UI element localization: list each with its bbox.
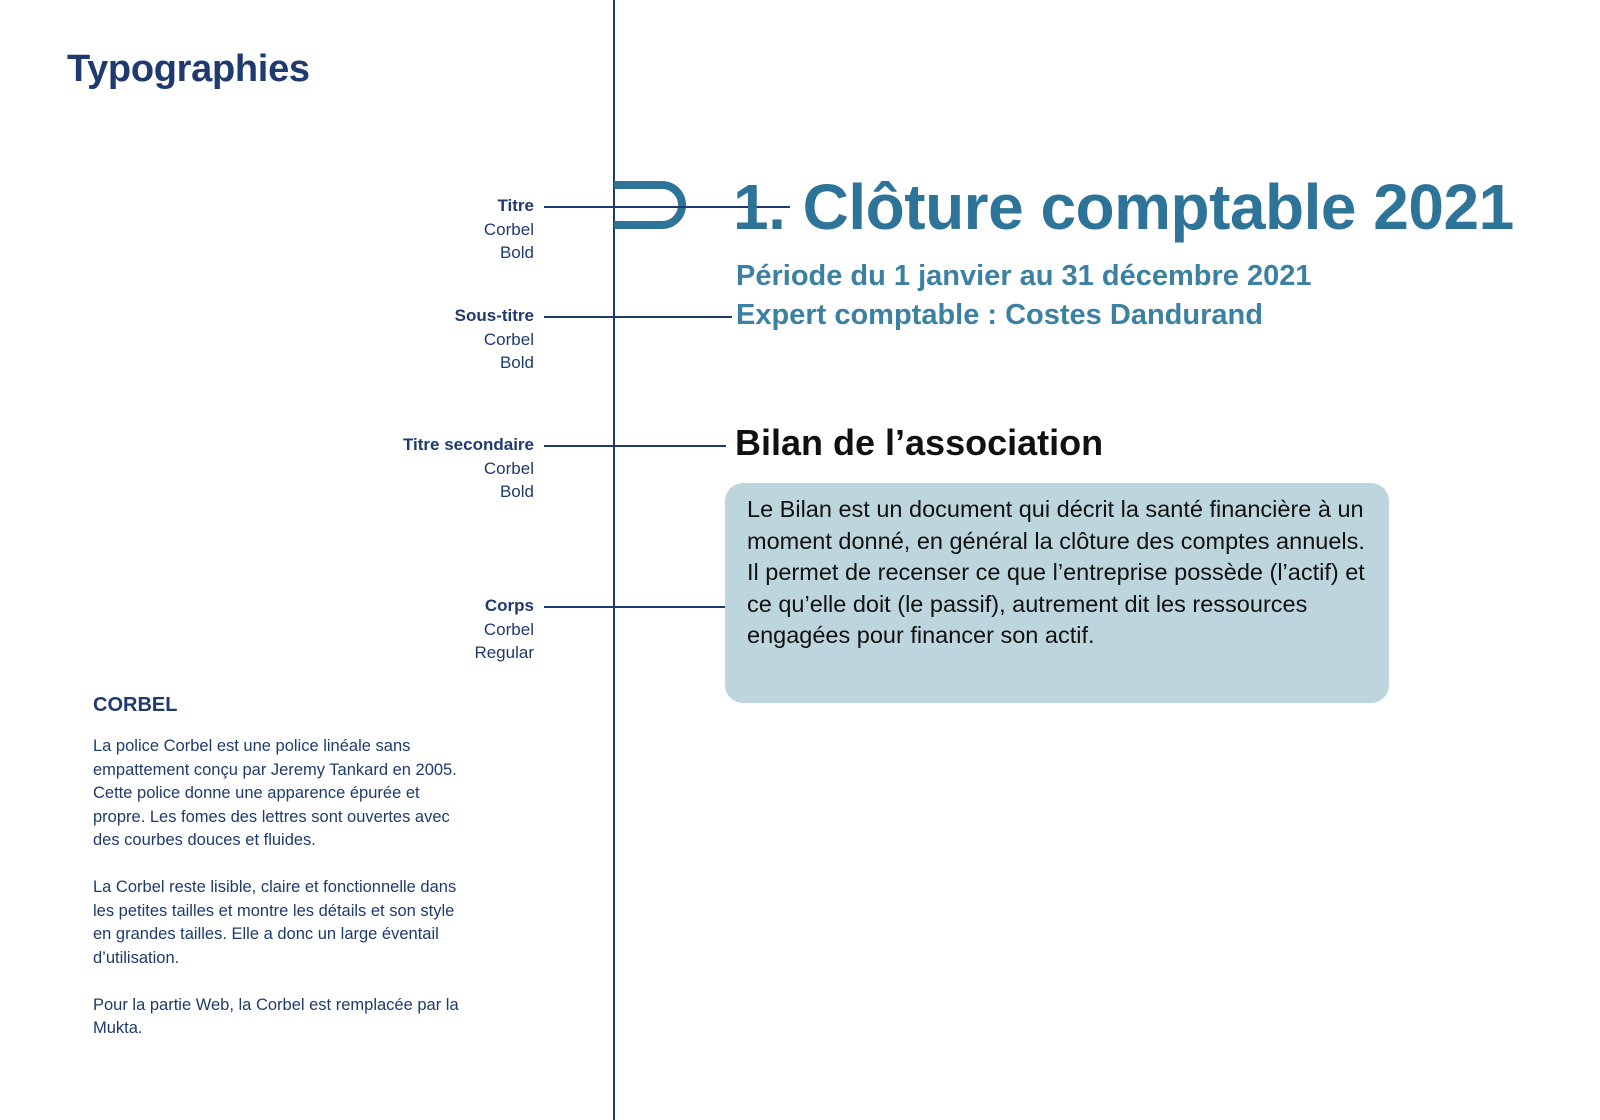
- corbel-paragraph: La police Corbel est une police linéale sans empattement conçu par Jeremy Tankard en 2005. Cette police donne une apparence épurée et propre. Les fomes des lettres sont ouvertes avec des courbes douces et fluides.: [93, 737, 457, 849]
- sample-body-box: [725, 483, 1389, 703]
- spec-weight: Regular: [474, 643, 534, 662]
- corbel-description: [93, 735, 463, 1064]
- sample-subtitle-period: Période du 1 janvier au 31 décembre 2021: [736, 260, 1312, 292]
- leader-line-sous-titre: [544, 316, 732, 318]
- sample-secondary-title: Bilan de l’association: [735, 422, 1104, 463]
- spec-corps: [474, 594, 534, 665]
- corbel-paragraph: Pour la partie Web, la Corbel est remplacée par la Mukta.: [93, 995, 459, 1037]
- spec-font: Corbel: [483, 458, 534, 478]
- spec-weight: Bold: [499, 482, 534, 501]
- sample-body-paragraph: Il permet de recenser ce que l’entreprise possède (l’actif) et ce qu’elle doit (le passif), autrement dit les ressources engagées pour financer son actif.: [747, 559, 1365, 648]
- vertical-divider: [613, 0, 615, 1120]
- leader-line-corps: [544, 606, 740, 608]
- spec-weight: Bold: [499, 353, 534, 372]
- spec-titre-secondaire: [403, 433, 534, 504]
- bracket-decoration: [614, 180, 694, 230]
- sample-subtitle-accountant: Expert comptable : Costes Dandurand: [736, 299, 1263, 331]
- spec-name: Titre secondaire: [402, 435, 534, 454]
- spec-name: Titre: [497, 196, 534, 215]
- spec-name: Sous-titre: [454, 306, 534, 325]
- spec-titre: [484, 194, 534, 265]
- spec-font: Corbel: [483, 219, 534, 239]
- spec-name: Corps: [484, 596, 534, 615]
- spec-sous-titre: [455, 304, 534, 375]
- spec-font: Corbel: [483, 619, 534, 639]
- sample-title: 1. Clôture comptable 2021: [733, 171, 1514, 243]
- corbel-heading: CORBEL: [93, 694, 178, 716]
- spec-weight: Bold: [499, 243, 534, 262]
- spec-font: Corbel: [483, 329, 534, 349]
- sample-body-paragraph: Le Bilan est un document qui décrit la santé financière à un moment donné, en général la clôture des comptes annuels.: [747, 496, 1365, 554]
- leader-line-titre-secondaire: [544, 445, 726, 447]
- corbel-paragraph: La Corbel reste lisible, claire et fonctionnelle dans les petites tailles et montre les détails et son style en grandes tailles. Elle a donc un large éventail d’utilisation.: [93, 878, 457, 967]
- page-title: Typographies: [67, 48, 310, 90]
